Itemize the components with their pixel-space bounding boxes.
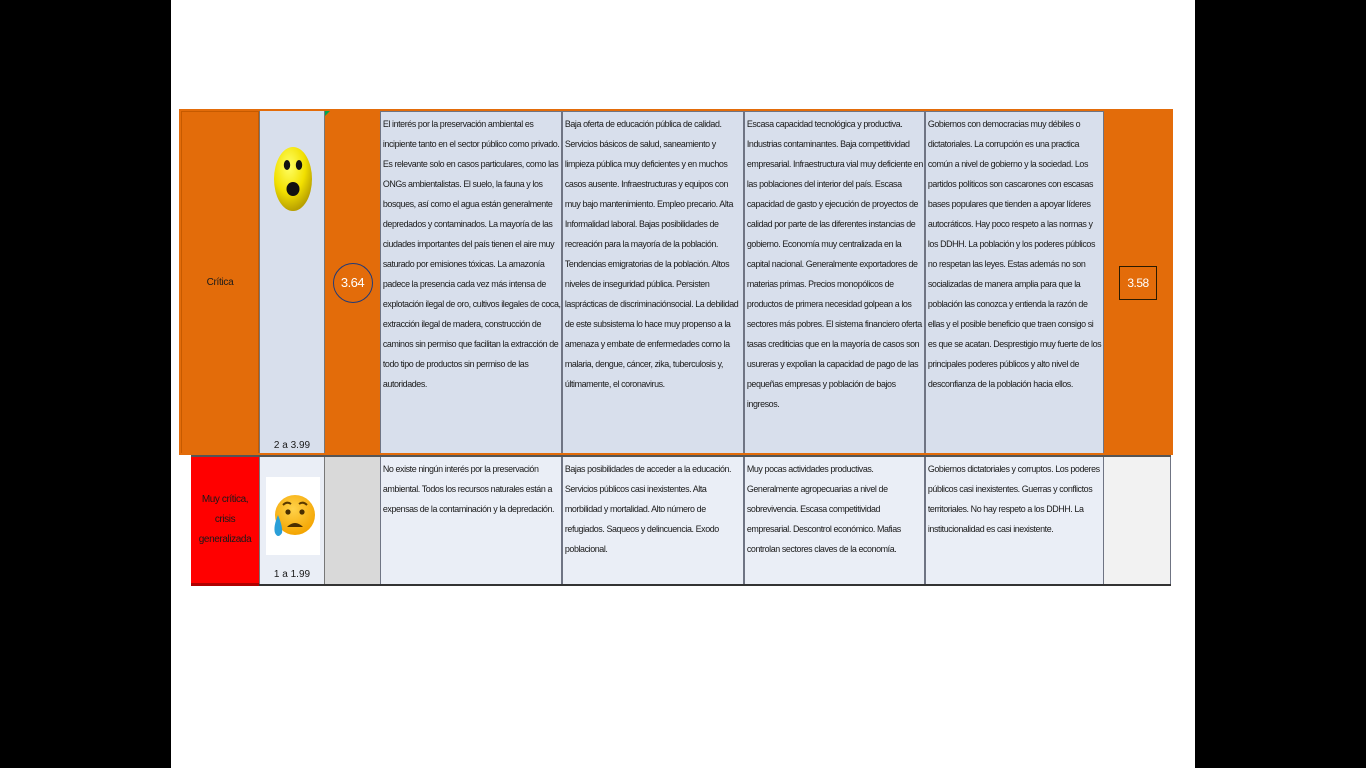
score-box (1119, 266, 1157, 300)
text-cell-economic-muy-critica (744, 457, 925, 586)
cell-text: Bajas posibilidades de acceder a la educación. Servicios públicos casi inexistentes. Alta morbilidad y mortalidad. Alto número de refugiados. Saqueos y delincuencia. Exodo poblacional. (564, 464, 732, 555)
green-corner-marker (325, 111, 330, 116)
score-cell-empty-right (1104, 457, 1171, 586)
text-cell-economic-critica (744, 111, 925, 454)
table-bottom-border (259, 584, 1171, 586)
cell-text: Gobiernos con democracias muy débiles o dictatoriales. La corrupción es una practica común a nivel de gobierno y la sociedad. Los partidos políticos son cascarones con escasas bases populares que tienden a apoyar líderes autocráticos. Hay poco respeto a las normas y los DDHH. La población y los poderes públicos no respetan las leyes. Estas además no son socializadas de manera amplia para que la población las conozca y entienda la razón de ellas y el posible beneficio que traen consigo si es que se acatan. Desprestigio muy fuerte de los principales poderes públicos y alto nivel de desconfianza de la población hacia ellos. (927, 119, 1102, 390)
cell-text: Baja oferta de educación pública de calidad. Servicios básicos de salud, saneamiento y limpieza pública muy deficientes y en muchos casos ausente. Infraestructuras y equipos con muy bajo mantenimiento. Empleo precario. Alta Informalidad laboral. Bajas posibilidades de recreación para la mayoría de la población. Tendencias emigratorias de la población. Altos niveles de inseguridad pública. Persisten lasprácticas de discriminaciónsocial. La debilidad de este subsistema lo hace muy propenso a la amenaza y embate de enfermedades como la malaria, dengue, cáncer, zika, tuberculosis y, últimamente, el coronavirus. (564, 119, 739, 390)
text-cell-environment-critica (380, 111, 562, 454)
level-label: Muy crítica, crisis generalizada (198, 494, 252, 545)
text-cell-social-critica (562, 111, 744, 454)
cell-text: Gobiernos dictatoriales y corruptos. Los poderes públicos casi inexistentes. Guerras y conflictos territoriales. No hay respeto a los DDHH. La institucionalidad es casi inexistente. (927, 464, 1100, 535)
score-cell-left (325, 111, 380, 454)
score-value-right: 3.58 (1127, 275, 1149, 290)
text-cell-social-muy-critica (562, 457, 744, 586)
text-cell-environment-muy-critica (380, 457, 562, 586)
slide (171, 0, 1195, 768)
score-circle (333, 263, 373, 303)
cell-text: El interés por la preservación ambiental es incipiente tanto en el sector público como privado. Es relevante solo en casos particulares, como las ONGs ambientalistas. El suelo, la fauna y los bosques, así como el agua están generalmente depredados y contaminados. La mayoría de las ciudades importantes del país tienen el aire muy saturado por emisiones tóxicas. La amazonía padece la presencia cada vez más intensa de explotación ilegal de oro, cultivos ilegales de coca, extracción ilegal de madera, construcción de caminos sin permiso que facilitan la extracción de todo tipo de productos sin permiso de las autoridades. (382, 119, 561, 390)
emoji-frame (266, 477, 320, 555)
range-label: 1 a 1.99 (273, 569, 311, 580)
score-cell-right (1104, 111, 1172, 454)
emoji-cell-muy-critica (259, 457, 325, 586)
score-value-left: 3.64 (340, 275, 365, 290)
emoji-cell-critica (259, 111, 325, 454)
cell-text: No existe ningún interés por la preservación ambiental. Todos los recursos naturales están a expensas de la contaminación y la depredación. (382, 464, 555, 515)
text-cell-political-muy-critica (925, 457, 1104, 586)
level-cell-critica (181, 111, 259, 454)
level-cell-muy-critica (191, 457, 259, 586)
level-label: Crítica (206, 277, 234, 288)
range-label: 2 a 3.99 (273, 440, 311, 451)
cell-text: Escasa capacidad tecnológica y productiva. Industrias contaminantes. Baja competitividad empresarial. Infraestructura vial muy deficiente en las poblaciones del interior del país. Escasa capacidad de gasto y ejecución de proyectos de calidad por parte de las diferentes instancias de gobierno. Economía muy centralizada en la capital nacional. Generalmente exportadores de materias primas. Precios monopólicos de productos de primera necesidad golpean a los sectores más pobres. El sistema financiero oferta tasas crediticias que en la mayoría de casos son usureras y expolian la capacidad de pago de las pequeñas empresas y población de bajos ingresos. (746, 119, 923, 410)
text-cell-political-critica (925, 111, 1104, 454)
crying-sweat-face-icon (266, 477, 320, 555)
score-cell-empty (325, 457, 380, 586)
shocked-face-icon (271, 145, 315, 219)
cell-text: Muy pocas actividades productivas. Generalmente agropecuarias a nivel de sobrevivencia. Escasa competitividad empresarial. Descontrol económico. Mafias controlan sectores claves de la economía. (746, 464, 901, 555)
